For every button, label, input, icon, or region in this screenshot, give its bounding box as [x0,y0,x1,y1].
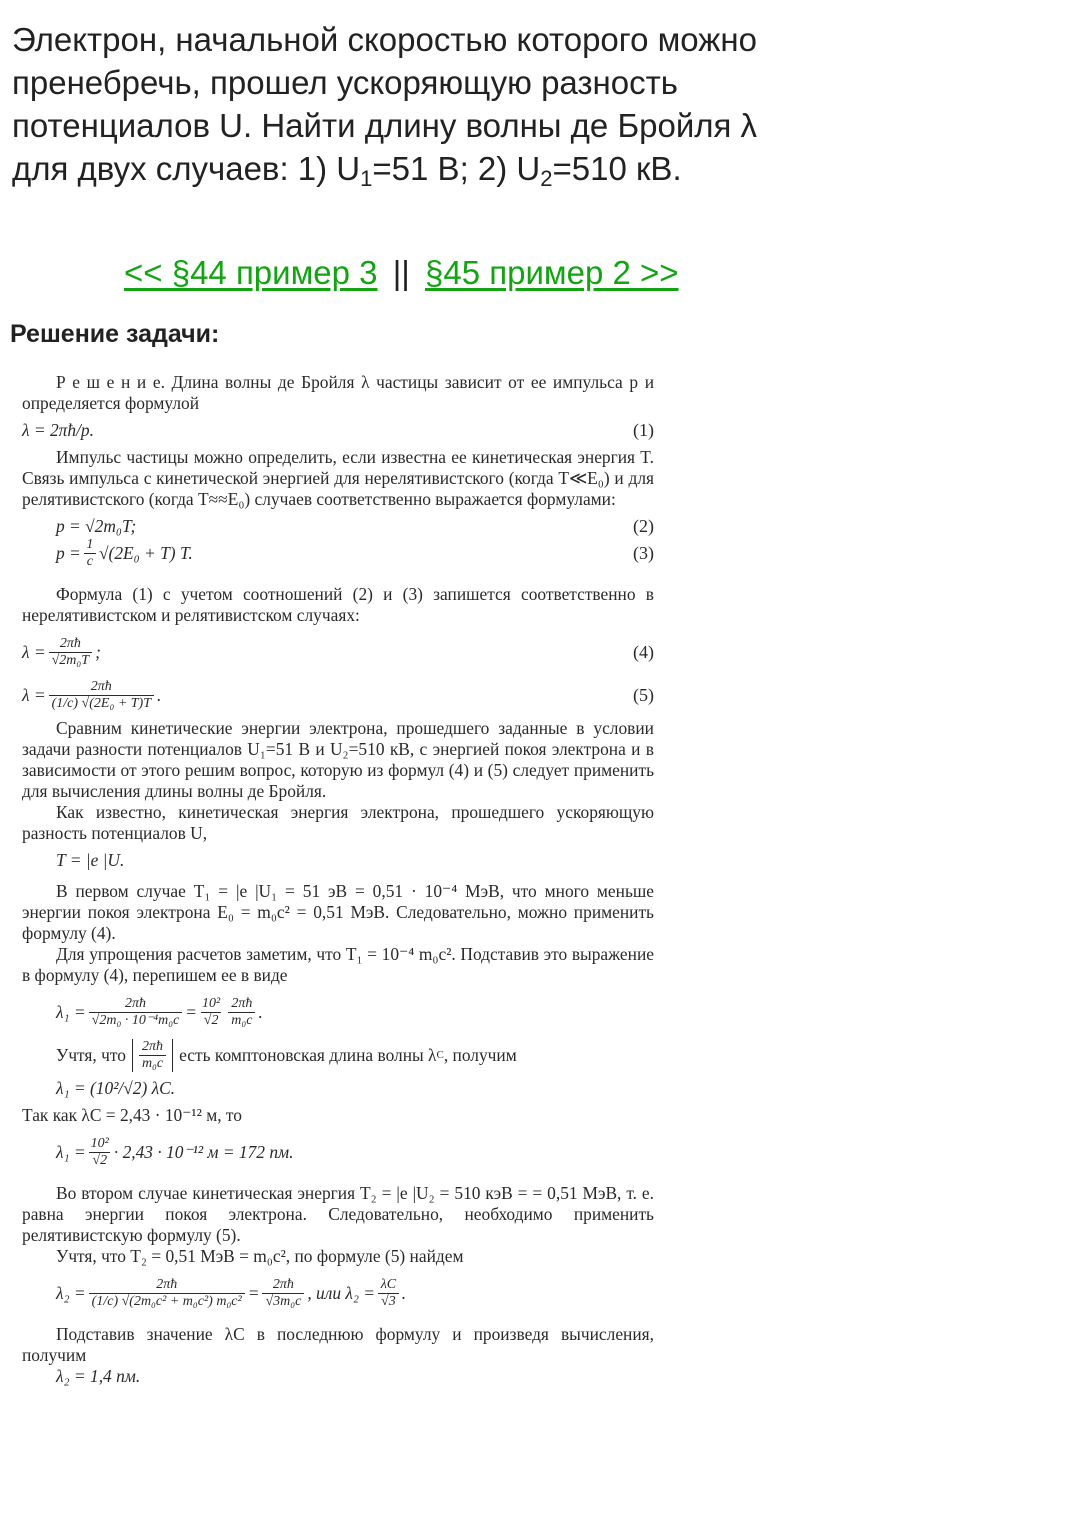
fraction: $\frac{2\pi ħ}{\text{√2m₀ · 10⁻⁴m₀c}}$ [89,996,183,1029]
problem-text-main: Электрон, начальной скоростью которого можно пренебречь, прошел ускоряющую разность потенциалов U. Найти длину волны де Бройля λ для двух случаев: 1) U [12,21,758,187]
solution-paragraph: Так как λC = 2,43 · 10⁻¹² м, то [22,1105,242,1125]
formula-row [22,850,654,871]
formula-row [22,516,654,537]
formula: λ = 2πħ/p. [22,420,94,440]
solution-paragraph: Р е ш е н и е. Длина волны де Бройля λ частицы зависит от ее импульса p и определяется формулой [22,372,654,413]
formula: λ₁ = $\frac{\text{10²}}{√2}$ · 2,43 · 10⁻¹² м = 172 пм. [56,1136,294,1168]
problem-text-mid: =51 В; 2) U [372,150,541,187]
fraction: $\frac{\lambda C}{√3}$ [378,1277,399,1310]
solution-paragraph: Во втором случае кинетическая энергия T₂ = |e |U₂ = 510 кэВ = = 0,51 МэВ, т. е. равна энергии покоя электрона. Следовательно, необходимо применить релятивистскую формулу (5). [22,1183,654,1245]
problem-subscript-2: 2 [540,166,553,191]
formula-row [22,420,654,441]
formula-row [22,1136,654,1169]
compton-bracket: $\frac{2\pi ħ}{\text{m₀c}}$ [132,1039,173,1072]
formula-row [22,1039,654,1072]
solution-paragraph: Сравним кинетические энергии электрона, прошедшего заданные в условии задачи разности потенциалов U₁=51 В и U₂=510 кВ, с энергией покоя электрона и в зависимости от этого решим вопрос, которую из формул (4) и (5) следует применить для вычисления длины волны де Бройля. [22,718,654,801]
formula-row [22,636,654,669]
fraction: $\frac{\text{10²}}{√2}$ [202,996,221,1028]
formula: λ₁ = (10²/√2) λC. [56,1078,176,1098]
formula-row [22,996,654,1029]
formula: λ₂ = $\frac{2\pi ħ}{\text{(1/c) √(2m₀c² + m₀c²) m₀c²}}$ = $\frac{2\pi ħ}{\text{√3m₀c}}$ , или λ₂ = $\frac{\lambda C}{√3}$ . [56,1277,407,1309]
solution-paragraph: Подставив значение λC в последнюю формулу и произведя вычисления, получим [22,1324,654,1365]
fraction: $\frac{\text{10²}}{√2}$ [90,1136,109,1168]
solution-heading: Решение задачи: [10,320,220,348]
formula: T = |e |U. [56,850,125,870]
fraction: $\frac{2\pi ħ}{\text{√2m₀T}}$ [49,636,92,669]
nav-separator: || [392,254,410,291]
prev-example-link[interactable]: << §44 пример 3 [124,254,378,291]
solution-paragraph: Учтя, что T₂ = 0,51 МэВ = m₀c², по формуле (5) найдем [56,1246,464,1266]
solution-paragraph: Импульс частицы можно определить, если известна ее кинетическая энергия T. Связь импульса с кинетической энергией для нерелятивистского (когда T≪E₀) и для релятивистского (когда T≈≈E₀) случаев соответственно выражается формулами: [22,447,654,509]
formula-number: (2) [633,516,654,536]
formula: λ₁ = $\frac{2\pi ħ}{\text{√2m₀ · 10⁻⁴m₀c}}$ = $\frac{\text{10²}}{√2}$ $\frac{2\pi ħ}{\text{m₀c}}$ . [56,996,263,1028]
problem-subscript-1: 1 [360,166,373,191]
fraction: $\frac{1}{c}$ [84,537,96,570]
solution-scan [22,372,654,1512]
next-example-link[interactable]: §45 пример 2 >> [425,254,679,291]
fraction: $\frac{2\pi ħ}{\text{(1/c) √(2m₀c² + m₀c²) m₀c²}}$ [89,1277,245,1310]
fraction: $\frac{2\pi ħ}{\text{(1/c) √(2E₀ + T)T}}$ [49,679,154,712]
formula-row [22,1277,654,1310]
formula-row [22,1366,654,1387]
problem-text-end: =510 кВ. [552,150,682,187]
solution-paragraph: Как известно, кинетическая энергия электрона, прошедшего ускоряющую разность потенциалов U, [22,802,654,843]
problem-statement [12,18,812,190]
solution-line: Учтя, что $\frac{2\pi ħ}{\text{m₀c}}$ есть комптоновская длина волны λ C , получим [56,1039,517,1071]
fraction: $\frac{2\pi ħ}{\text{m₀c}}$ [228,996,255,1029]
formula: λ = $\frac{2\pi ħ}{\text{(1/c) √(2E₀ + T)T}}$ . [22,679,162,711]
formula-number: (5) [633,685,654,705]
formula: λ₂ = 1,4 пм. [56,1366,141,1386]
formula-number: (4) [633,642,654,662]
example-navigation [124,253,679,293]
formula-number: (3) [633,543,654,563]
formula-row [22,537,654,570]
formula: λ = $\frac{2\pi ħ}{\text{√2m₀T}}$ ; [22,636,101,668]
formula-number: (1) [633,420,654,440]
solution-paragraph: Формула (1) с учетом соотношений (2) и (3) запишется соответственно в нерелятивистском и релятивистском случаях: [22,584,654,625]
formula-row [22,1078,654,1099]
solution-paragraph: В первом случае T₁ = |e |U₁ = 51 эВ = 0,51 · 10⁻⁴ МэВ, что много меньше энергии покоя электрона E₀ = m₀c² = 0,51 МэВ. Следовательно, можно применить формулу (4). [22,881,654,943]
fraction: $\frac{2\pi ħ}{\text{√3m₀c}}$ [262,1277,304,1310]
formula-row [22,679,654,712]
formula: p = $\frac{1}{c}$ √(2E₀ + T) T. [56,537,193,569]
solution-paragraph: Для упрощения расчетов заметим, что T₁ = 10⁻⁴ m₀c². Подставив это выражение в формулу (4), перепишем ее в виде [22,944,654,985]
formula: p = √2m₀T; [56,516,137,536]
